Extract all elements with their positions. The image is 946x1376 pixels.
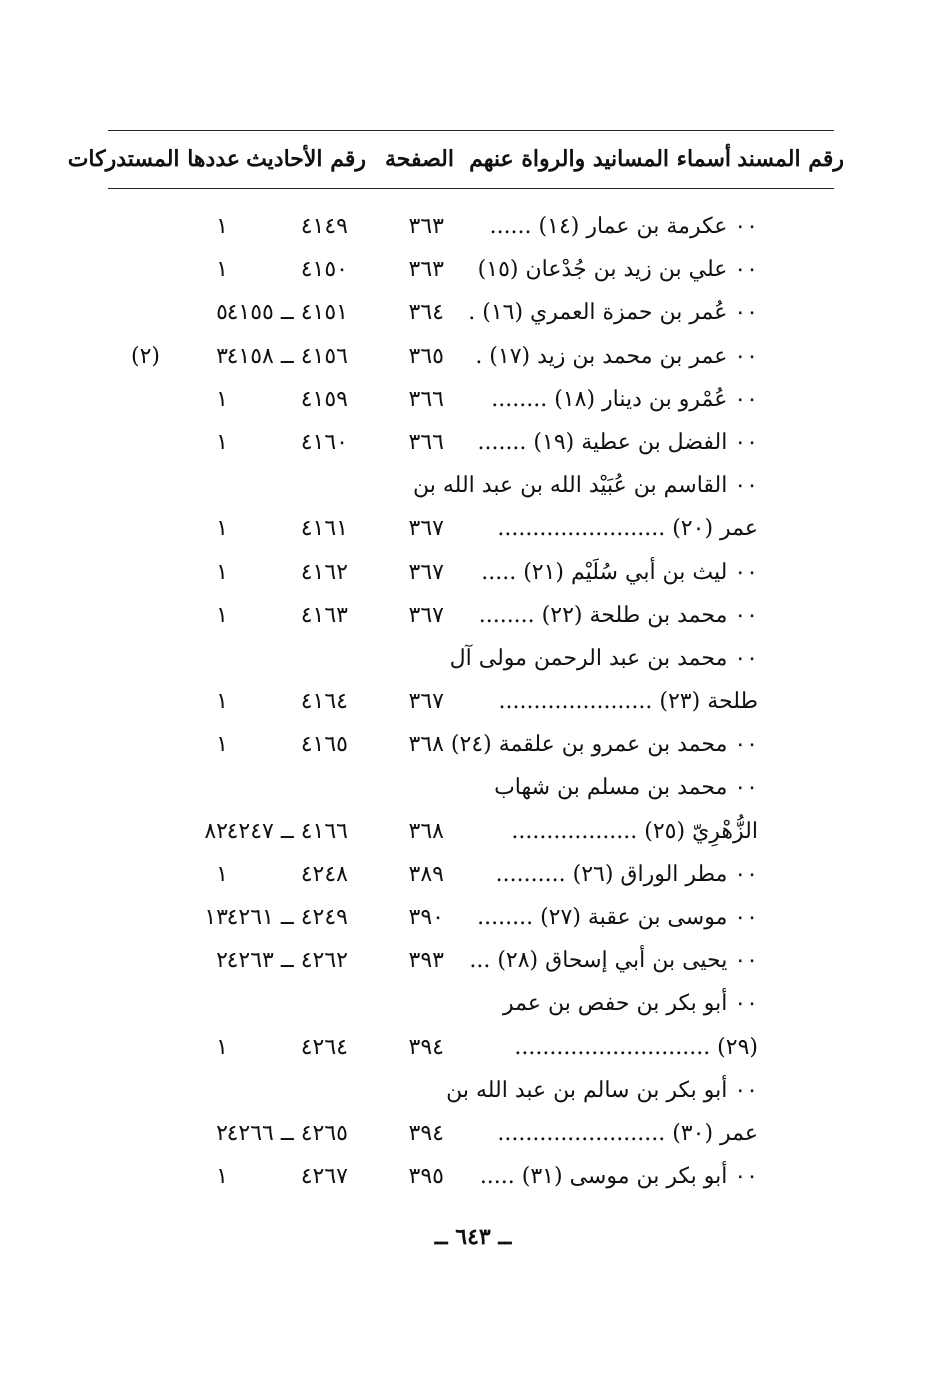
header-names: أسماء المسانيد والرواة عنهم — [469, 146, 731, 172]
entry-page: ٣٩٣ — [408, 948, 444, 974]
entry-page: ٣٦٧ — [408, 559, 444, 585]
entry-count: ١ — [216, 214, 228, 239]
entry-name: ٠٠ محمد بن عمرو بن علقمة (٢٤) — [450, 732, 758, 758]
entry-name: طلحة (٢٣) ...................... — [498, 689, 758, 715]
entry-name: ٠٠ علي بن زيد بن جُدْعان (١٥) — [477, 257, 758, 283]
entry-count: ٢ — [216, 948, 228, 974]
entry-hadith-numbers: ٤١٦٣ — [300, 602, 348, 628]
entry-count: ١ — [216, 1034, 228, 1060]
table-row — [0, 1158, 946, 1201]
table-row — [0, 1072, 946, 1115]
entry-name: ٠٠ محمد بن طلحة (٢٢) ........ — [478, 602, 758, 628]
header-count-label: عددها — [187, 146, 240, 172]
entry-name: ٠٠ محمد بن عبد الرحمن مولى آل — [449, 645, 758, 671]
entry-count: ١ — [216, 602, 228, 628]
entry-count: ١ — [216, 516, 228, 542]
table-row — [0, 640, 946, 683]
header-bottom-rule — [108, 188, 834, 189]
entry-name: عمر (٢٠) ........................ — [497, 516, 758, 542]
header-hadith-numbers: رقم الأحاديث — [246, 146, 366, 172]
entry-page: ٣٩٤ — [408, 1034, 444, 1060]
table-row — [0, 985, 946, 1028]
entry-hadith-numbers: ٤١٦٤ — [300, 689, 348, 715]
table-row — [0, 338, 946, 381]
entry-page: ٣٦٦ — [408, 386, 444, 412]
table-row — [0, 467, 946, 510]
table-row — [0, 683, 946, 726]
entry-name: ٠٠ يحيى بن أبي إسحاق (٢٨) ... — [469, 948, 758, 974]
entry-hadith-numbers: ٤١٦٠ — [300, 429, 348, 455]
table-row — [0, 726, 946, 769]
entry-count: ١ — [216, 257, 228, 283]
entry-page: ٣٦٣ — [408, 214, 444, 239]
header-extra-label: المستدركات — [67, 146, 180, 172]
entry-name: ٠٠ القاسم بن عُبَيْد الله بن عبد الله بن — [413, 473, 758, 499]
entry-hadith-numbers: ٤١٦٥ — [300, 732, 348, 758]
entry-name: ٠٠ عكرمة بن عمار (١٤) ...... — [489, 214, 758, 239]
entry-name: ٠٠ موسى بن عقبة (٢٧) ........ — [477, 905, 758, 930]
entry-count: ١ — [216, 429, 228, 455]
table-row — [0, 251, 946, 294]
entry-name: عمر (٣٠) ........................ — [497, 1120, 758, 1146]
entry-hadith-numbers: ٤٢٦٢ ــ ٤٢٦٣ — [226, 948, 348, 974]
entry-page: ٣٨٩ — [408, 861, 444, 887]
entry-extra: (٢) — [130, 343, 160, 369]
entry-count: ١ — [216, 732, 228, 758]
entry-name: الزُّهْرِيّ (٢٥) .................. — [511, 818, 758, 844]
header-page: الصفحة — [384, 146, 454, 172]
entry-name: ٠٠ مطر الوراق (٢٦) .......... — [495, 861, 758, 887]
entry-page: ٣٦٧ — [408, 602, 444, 628]
entry-count: ٥ — [216, 300, 228, 326]
entry-page: ٣٦٥ — [408, 343, 444, 369]
header-count — [68, 146, 240, 172]
table-row — [0, 597, 946, 640]
entry-count: ٢ — [216, 1120, 228, 1146]
table-row — [0, 1029, 946, 1072]
header-top-rule — [108, 130, 834, 131]
entry-hadith-numbers: ٤١٥٩ — [300, 386, 348, 412]
entry-name: ٠٠ عُمر بن حمزة العمري (١٦) . — [468, 300, 758, 326]
entry-page: ٣٩٤ — [408, 1120, 444, 1146]
entry-count: ١ — [216, 861, 228, 887]
table-row — [0, 554, 946, 597]
entry-name: (٢٩) ............................ — [514, 1034, 758, 1060]
entry-name: ٠٠ ليث بن أبي سُلَيْم (٢١) ..... — [481, 559, 758, 585]
entry-hadith-numbers: ٤١٦٢ — [300, 559, 348, 585]
entry-name: ٠٠ أبو بكر بن موسى (٣١) ..... — [479, 1164, 758, 1190]
entry-count: ٣ — [216, 343, 228, 369]
entry-count: ١ — [216, 559, 228, 585]
entry-hadith-numbers: ٤١٦١ — [300, 516, 348, 542]
entry-name: ٠٠ الفضل بن عطية (١٩) ....... — [477, 429, 758, 455]
entry-count: ٨٢ — [204, 818, 228, 844]
table-row — [0, 208, 946, 251]
entry-hadith-numbers: ٤٢٦٥ ــ ٤٢٦٦ — [226, 1120, 348, 1146]
entry-name: ٠٠ أبو بكر بن حفص بن عمر — [502, 991, 758, 1017]
entry-page: ٣٦٧ — [408, 689, 444, 715]
table-row — [0, 856, 946, 899]
entry-page: ٣٦٨ — [408, 732, 444, 758]
entry-page: ٣٩٠ — [408, 905, 444, 930]
page-number: ــ ٦٤٣ ــ — [434, 1224, 512, 1250]
entry-page: ٣٩٥ — [408, 1164, 444, 1190]
table-row — [0, 1115, 946, 1158]
entry-name: ٠٠ عُمْرو بن دينار (١٨) ........ — [491, 386, 758, 412]
index-table — [0, 208, 946, 1201]
table-row — [0, 899, 946, 942]
entry-hadith-numbers: ٤٢٤٩ ــ ٤٢٦١ — [226, 905, 348, 930]
table-row — [0, 769, 946, 812]
entry-hadith-numbers: ٤١٥١ ــ ٤١٥٥ — [226, 300, 348, 326]
entry-count: ١ — [216, 689, 228, 715]
entry-page: ٣٦٣ — [408, 257, 444, 283]
entry-hadith-numbers: ٤١٦٦ ــ ٤٢٤٧ — [226, 818, 348, 844]
entry-hadith-numbers: ٤١٥٦ ــ ٤١٥٨ — [226, 343, 348, 369]
entry-page: ٣٦٦ — [408, 429, 444, 455]
table-row — [0, 381, 946, 424]
entry-name: ٠٠ عمر بن محمد بن زيد (١٧) . — [475, 343, 758, 369]
entry-count: ١ — [216, 386, 228, 412]
entry-hadith-numbers: ٤٢٦٤ — [300, 1034, 348, 1060]
entry-hadith-numbers: ٤٢٦٧ — [300, 1164, 348, 1190]
entry-name: ٠٠ أبو بكر بن سالم بن عبد الله بن — [446, 1077, 758, 1103]
entry-hadith-numbers: ٤١٤٩ — [300, 214, 348, 239]
entry-page: ٣٦٨ — [408, 818, 444, 844]
entry-hadith-numbers: ٤٢٤٨ — [300, 861, 348, 887]
table-row — [0, 294, 946, 337]
table-row — [0, 942, 946, 985]
entry-hadith-numbers: ٤١٥٠ — [300, 257, 348, 283]
entry-count: ١٣ — [204, 905, 228, 930]
table-row — [0, 510, 946, 553]
entry-count: ١ — [216, 1164, 228, 1190]
table-row — [0, 424, 946, 467]
entry-name: ٠٠ محمد بن مسلم بن شهاب — [494, 775, 758, 801]
entry-page: ٣٦٤ — [408, 300, 444, 326]
header-musnad-number: رقم المسند — [737, 146, 844, 172]
entry-page: ٣٦٧ — [408, 516, 444, 542]
table-row — [0, 813, 946, 856]
